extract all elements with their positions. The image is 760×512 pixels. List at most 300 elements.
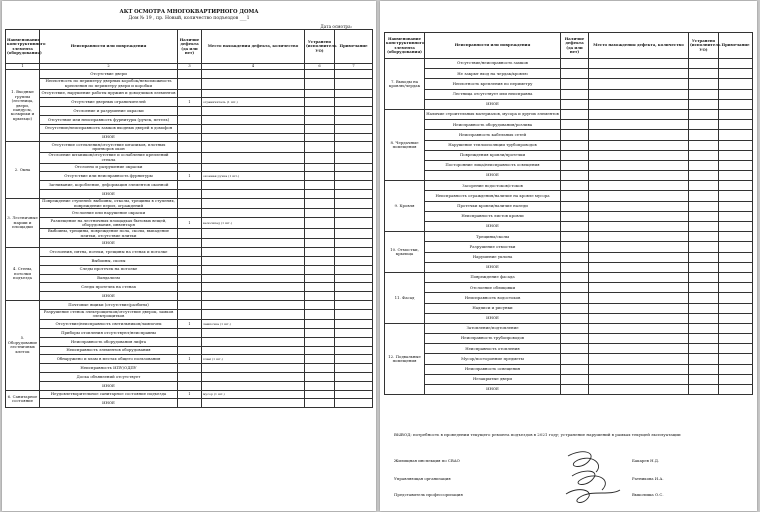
table-row	[385, 150, 753, 160]
element-cell: 10. Отмостки, крыльца	[385, 232, 425, 273]
table-row	[6, 181, 373, 190]
presence-cell	[561, 344, 589, 354]
note-cell	[719, 344, 753, 354]
table-row	[6, 209, 373, 218]
table-row	[385, 344, 753, 354]
note-cell	[719, 59, 753, 69]
defect-cell: Нарушение теплоизоляции трубопроводов	[425, 140, 561, 150]
defect-cell: Затопление/подтопление	[425, 323, 561, 333]
defect-cell: Разрушение стенок электрощитков/отсутствие дверок, замков электрощитков	[40, 309, 178, 320]
signature-role: Представитель профессоризация	[394, 492, 463, 497]
inspection-date-label: Дата осмотра:	[320, 24, 352, 29]
table-row	[6, 390, 373, 399]
location-cell	[202, 142, 305, 153]
location-cell	[202, 309, 305, 320]
table-row	[6, 265, 373, 274]
note-cell	[719, 252, 753, 262]
inspection-table-right	[384, 32, 753, 395]
presence-cell	[178, 309, 202, 320]
note-cell	[335, 320, 373, 329]
note-cell	[335, 115, 373, 124]
table-row	[6, 198, 373, 209]
presence-cell: 1	[178, 218, 202, 229]
location-cell	[589, 140, 689, 150]
location-cell	[589, 150, 689, 160]
location-cell	[589, 252, 689, 262]
location-cell: оконная ручка (1 шт.)	[202, 172, 305, 181]
table-row	[6, 78, 373, 89]
presence-cell	[178, 248, 202, 257]
fixed-cell	[305, 239, 335, 248]
fixed-cell	[689, 191, 719, 201]
presence-cell	[178, 300, 202, 309]
note-cell	[719, 374, 753, 384]
note-cell	[335, 142, 373, 153]
location-cell	[202, 124, 305, 133]
presence-cell	[178, 181, 202, 190]
table-row	[6, 228, 373, 239]
presence-cell	[178, 283, 202, 292]
defect-cell: ИНОЕ	[40, 133, 178, 142]
location-cell	[589, 272, 689, 282]
element-cell: 2. Окна	[6, 142, 40, 198]
note-cell	[335, 300, 373, 309]
defect-cell: Следы протечек на потолке	[40, 265, 178, 274]
location-cell	[589, 69, 689, 79]
fixed-cell	[305, 329, 335, 338]
table-row	[6, 309, 373, 320]
defect-cell: Отсутствие двери	[40, 70, 178, 79]
fixed-cell	[689, 150, 719, 160]
element-cell: 6. Санитарное состояние	[6, 390, 40, 408]
table-row	[6, 373, 373, 382]
table-row	[6, 133, 373, 142]
fixed-cell	[689, 344, 719, 354]
table-row	[6, 70, 373, 79]
signature-role: Жилищная инспекция по СВАО	[394, 458, 460, 463]
note-cell	[335, 329, 373, 338]
note-cell	[719, 242, 753, 252]
defect-cell: Выбоины, сколы	[40, 256, 178, 265]
signature-role: Управляющая организация	[394, 476, 451, 481]
presence-cell	[178, 373, 202, 382]
fixed-cell	[689, 201, 719, 211]
presence-cell	[178, 89, 202, 98]
defect-cell: Неплотность крепления по периметру	[425, 79, 561, 89]
note-cell	[719, 201, 753, 211]
conclusion-text: ВЫВОД: потребность в проведении текущего ремонта подъездов в 2021 году; устранение нарушений в рамках текущей эксплуатации	[394, 432, 681, 437]
location-cell	[202, 274, 305, 283]
note-cell	[335, 274, 373, 283]
defect-cell: Выбоины, трещины, повреждение пола, сколы, выпадение плитки, отсутствие плитки	[40, 228, 178, 239]
table-row	[385, 313, 753, 323]
defect-cell: Неисправность листов кровли	[425, 211, 561, 221]
presence-cell	[178, 78, 202, 89]
location-cell	[202, 89, 305, 98]
fixed-cell	[305, 256, 335, 265]
presence-cell	[561, 59, 589, 69]
element-cell: 7. Выходы на кровлю/чердак	[385, 59, 425, 110]
fixed-cell	[689, 323, 719, 333]
fixed-cell	[689, 130, 719, 140]
defect-cell: Повреждения кровли/протечки	[425, 150, 561, 160]
presence-cell	[561, 262, 589, 272]
fixed-cell	[689, 334, 719, 344]
defect-cell: Неисправность элементов оборудования	[40, 346, 178, 355]
presence-cell: 1	[178, 390, 202, 399]
location-cell	[589, 130, 689, 140]
table-row	[6, 89, 373, 98]
location-cell	[589, 201, 689, 211]
defect-cell: Лестница отсутствует или неисправна	[425, 89, 561, 99]
presence-cell: 1	[178, 172, 202, 181]
defect-cell: Неисправность отопления	[425, 344, 561, 354]
presence-cell	[561, 171, 589, 181]
fixed-cell	[689, 69, 719, 79]
table-row	[385, 354, 753, 364]
location-cell	[589, 171, 689, 181]
table-row	[6, 346, 373, 355]
presence-cell	[561, 232, 589, 242]
location-cell: хлам (1 шт.)	[202, 355, 305, 364]
note-cell	[335, 172, 373, 181]
presence-cell	[178, 329, 202, 338]
defect-cell: Неисправность трубопроводов	[425, 334, 561, 344]
fixed-cell	[689, 79, 719, 89]
fixed-cell	[689, 99, 719, 109]
presence-cell	[561, 334, 589, 344]
document-page-left	[2, 1, 376, 511]
note-cell	[719, 99, 753, 109]
location-cell	[202, 329, 305, 338]
defect-cell: Отслоено и разрушение окраски	[40, 163, 178, 172]
defect-cell: Надписи и рисунки	[425, 303, 561, 313]
location-cell	[202, 239, 305, 248]
note-cell	[335, 189, 373, 198]
presence-cell	[561, 120, 589, 130]
table-row	[6, 189, 373, 198]
defect-cell: Повреждение ступеней: выбоины, отколы, трещины в ступенях, повреждение перил, ограждений	[40, 198, 178, 209]
location-cell	[202, 209, 305, 218]
location-cell	[202, 78, 305, 89]
fixed-cell	[689, 354, 719, 364]
fixed-cell	[305, 381, 335, 390]
presence-cell	[561, 374, 589, 384]
fixed-cell	[305, 70, 335, 79]
presence-cell	[561, 140, 589, 150]
note-cell	[335, 381, 373, 390]
defect-cell: Незакрытые двери	[425, 374, 561, 384]
defect-cell: Неудовлетворительное санитарное состояние подъезда	[40, 390, 178, 399]
note-cell	[719, 181, 753, 191]
table-row	[385, 211, 753, 221]
presence-cell	[561, 354, 589, 364]
presence-cell	[178, 265, 202, 274]
signature-fio: Выколиша О.С.	[632, 492, 664, 497]
defect-cell: ИНОЕ	[40, 292, 178, 301]
fixed-cell	[305, 98, 335, 107]
note-cell	[335, 124, 373, 133]
location-cell	[202, 283, 305, 292]
fixed-cell	[305, 373, 335, 382]
location-cell	[589, 242, 689, 252]
presence-cell	[178, 256, 202, 265]
defect-cell: ИНОЕ	[425, 262, 561, 272]
note-cell	[335, 265, 373, 274]
fixed-cell	[305, 337, 335, 346]
fixed-cell	[305, 274, 335, 283]
index-cell: 4	[202, 64, 305, 70]
table-row	[385, 140, 753, 150]
location-cell	[589, 283, 689, 293]
fixed-cell	[689, 272, 719, 282]
table-row	[385, 181, 753, 191]
defect-cell: Наличие строительных материалов, мусора и других элементов	[425, 109, 561, 119]
fixed-cell	[305, 355, 335, 364]
note-cell	[719, 171, 753, 181]
table-row	[6, 142, 373, 153]
fixed-cell	[689, 59, 719, 69]
fixed-cell	[689, 364, 719, 374]
note-cell	[335, 399, 373, 408]
presence-cell	[561, 222, 589, 232]
element-cell: 4. Стены, потолки подъезда	[6, 248, 40, 301]
location-cell	[589, 232, 689, 242]
table-row	[6, 355, 373, 364]
presence-cell	[178, 209, 202, 218]
table-row	[385, 160, 753, 170]
note-cell	[335, 78, 373, 89]
fixed-cell	[689, 242, 719, 252]
location-cell	[202, 115, 305, 124]
location-cell	[202, 300, 305, 309]
defect-cell: Доска объявлений отсутствует	[40, 373, 178, 382]
header-location: Место нахождения дефекта, количество	[589, 33, 689, 59]
location-cell: велосипед (1 шт.)	[202, 218, 305, 229]
note-cell	[335, 133, 373, 142]
presence-cell	[178, 115, 202, 124]
table-row	[385, 89, 753, 99]
defect-cell: Отслоения, пятна, потеки, трещины на стенах и потолке	[40, 248, 178, 257]
fixed-cell	[689, 374, 719, 384]
defect-cell: Неисправность водостоков	[425, 293, 561, 303]
index-cell: 2	[40, 64, 178, 70]
fixed-cell	[689, 385, 719, 395]
table-row	[385, 171, 753, 181]
header-defect: Неисправности или повреждения	[425, 33, 561, 59]
element-cell: 5. Оборудование лестничных клеток	[6, 300, 40, 390]
note-cell	[719, 69, 753, 79]
note-cell	[335, 209, 373, 218]
presence-cell	[178, 189, 202, 198]
location-cell	[589, 222, 689, 232]
table-row	[385, 374, 753, 384]
presence-cell	[178, 107, 202, 116]
header-presence: Наличие дефекта (да или нет)	[178, 30, 202, 64]
presence-cell	[561, 79, 589, 89]
table-row	[6, 115, 373, 124]
location-cell	[589, 303, 689, 313]
header-element: Наименование конструктивного элемента (оборудования)	[6, 30, 40, 64]
fixed-cell	[689, 303, 719, 313]
note-cell	[719, 150, 753, 160]
defect-cell: Нарушение уклона	[425, 252, 561, 262]
header-defect: Неисправности или повреждения	[40, 30, 178, 64]
location-cell	[589, 374, 689, 384]
presence-cell	[178, 346, 202, 355]
defect-cell: Неисправность кабельных сетей	[425, 130, 561, 140]
note-cell	[335, 283, 373, 292]
defect-cell: Неисправность ИПУ/ОДПУ	[40, 364, 178, 373]
defect-cell: Повреждение фасада	[425, 272, 561, 282]
note-cell	[719, 283, 753, 293]
defect-cell: Отсутствие остекления/отсутствие штапиков, плотных притворов окон	[40, 142, 178, 153]
note-cell	[719, 120, 753, 130]
table-row	[385, 109, 753, 119]
fixed-cell	[305, 309, 335, 320]
fixed-cell	[689, 160, 719, 170]
presence-cell	[561, 211, 589, 221]
presence-cell	[561, 130, 589, 140]
table-row	[385, 293, 753, 303]
table-row	[385, 59, 753, 69]
fixed-cell	[305, 189, 335, 198]
note-cell	[335, 89, 373, 98]
fixed-cell	[305, 283, 335, 292]
location-cell	[202, 265, 305, 274]
table-row	[6, 218, 373, 229]
defect-cell: Трещины/сколы	[425, 232, 561, 242]
presence-cell	[178, 124, 202, 133]
table-row	[385, 242, 753, 252]
presence-cell	[561, 89, 589, 99]
note-cell	[335, 256, 373, 265]
note-cell	[719, 160, 753, 170]
fixed-cell	[305, 320, 335, 329]
element-cell: 3. Лестничные марши и площадки	[6, 198, 40, 247]
presence-cell: 1	[178, 320, 202, 329]
note-cell	[719, 140, 753, 150]
defect-cell: ИНОЕ	[40, 399, 178, 408]
location-cell: лампочка (1 шт.)	[202, 320, 305, 329]
document-subtitle: Дом № 19 , пр. Новый, количество подъездов ___1	[128, 16, 250, 21]
location-cell	[589, 354, 689, 364]
presence-cell	[561, 303, 589, 313]
presence-cell	[178, 292, 202, 301]
note-cell	[335, 355, 373, 364]
presence-cell	[561, 99, 589, 109]
defect-cell: Приборы отопления отсутствуют/неисправны	[40, 329, 178, 338]
note-cell	[719, 272, 753, 282]
location-cell	[202, 198, 305, 209]
note-cell	[335, 346, 373, 355]
note-cell	[719, 323, 753, 333]
location-cell	[202, 373, 305, 382]
presence-cell	[178, 198, 202, 209]
table-row	[385, 201, 753, 211]
note-cell	[335, 218, 373, 229]
note-cell	[335, 70, 373, 79]
defect-cell: Засорение водостоков/стоков	[425, 181, 561, 191]
presence-cell	[178, 274, 202, 283]
fixed-cell	[305, 265, 335, 274]
note-cell	[719, 262, 753, 272]
fixed-cell	[689, 171, 719, 181]
presence-cell	[561, 109, 589, 119]
note-cell	[719, 222, 753, 232]
signature-fio: Бакарев Н.Д.	[632, 458, 660, 463]
header-location: Место нахождения дефекта, количество	[202, 30, 305, 64]
presence-cell	[561, 242, 589, 252]
location-cell	[202, 133, 305, 142]
table-row	[6, 163, 373, 172]
table-row	[6, 292, 373, 301]
fixed-cell	[305, 172, 335, 181]
note-cell	[335, 163, 373, 172]
fixed-cell	[305, 292, 335, 301]
element-cell: 11. Фасад	[385, 272, 425, 323]
defect-cell: Обнаружено и хлам в местах общего пользования	[40, 355, 178, 364]
location-cell	[202, 248, 305, 257]
location-cell	[202, 399, 305, 408]
index-cell: 3	[178, 64, 202, 70]
defect-cell: Отсутствие или неисправность фурнитуры (ручек, петель)	[40, 115, 178, 124]
table-row	[385, 334, 753, 344]
location-cell	[589, 313, 689, 323]
presence-cell	[561, 364, 589, 374]
location-cell	[589, 160, 689, 170]
table-row	[6, 399, 373, 408]
handwritten-signature	[558, 446, 628, 508]
fixed-cell	[305, 152, 335, 163]
presence-cell	[561, 69, 589, 79]
note-cell	[335, 364, 373, 373]
location-cell	[202, 364, 305, 373]
presence-cell: 1	[178, 98, 202, 107]
location-cell	[589, 334, 689, 344]
presence-cell	[561, 313, 589, 323]
table-row	[6, 364, 373, 373]
fixed-cell	[305, 364, 335, 373]
element-cell: 8. Чердачные помещения	[385, 109, 425, 180]
presence-cell	[178, 239, 202, 248]
table-row	[6, 98, 373, 107]
defect-cell: Следы протечек на стенах	[40, 283, 178, 292]
note-cell	[719, 303, 753, 313]
presence-cell	[178, 133, 202, 142]
note-cell	[335, 181, 373, 190]
note-cell	[719, 313, 753, 323]
fixed-cell	[689, 140, 719, 150]
location-cell	[589, 79, 689, 89]
table-row	[6, 239, 373, 248]
fixed-cell	[689, 232, 719, 242]
table-row	[385, 283, 753, 293]
defect-cell: Отсутствие дверных ограничителей	[40, 98, 178, 107]
note-cell	[335, 309, 373, 320]
table-row	[6, 283, 373, 292]
defect-cell: ИНОЕ	[425, 171, 561, 181]
presence-cell	[561, 323, 589, 333]
location-cell	[202, 181, 305, 190]
presence-cell	[178, 163, 202, 172]
presence-cell	[561, 191, 589, 201]
defect-cell: Отсутствие/неисправность замков входных дверей в домофон	[40, 124, 178, 133]
defect-cell: ИНОЕ	[425, 313, 561, 323]
defect-cell: Отслоение или нарушение окраски	[40, 209, 178, 218]
defect-cell: Отслоение штапиков/отсутствие и ослабление креплений стекла	[40, 152, 178, 163]
table-row	[6, 107, 373, 116]
